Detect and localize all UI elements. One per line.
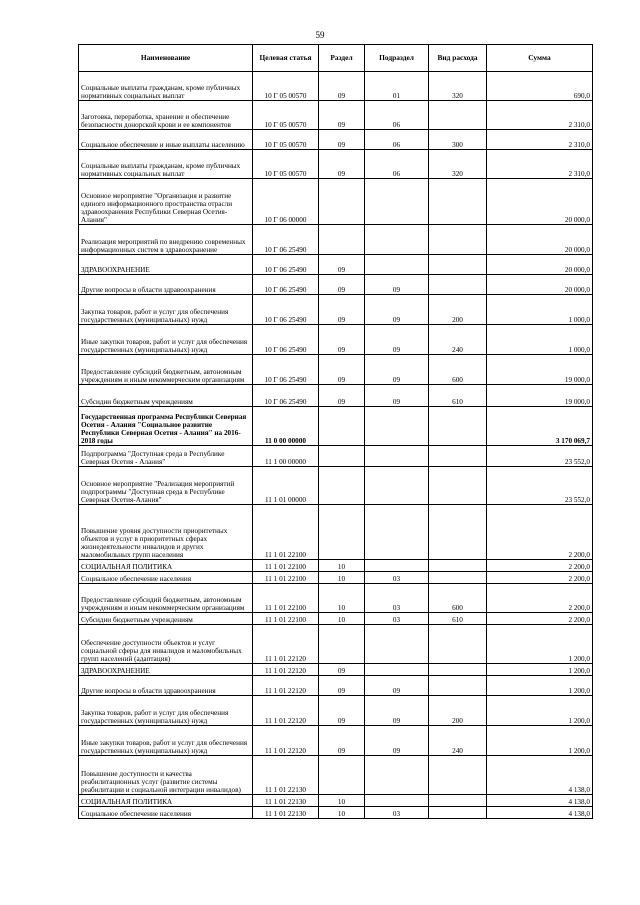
cell-expense [429, 179, 487, 225]
cell-section: 10 [319, 584, 365, 613]
cell-target: 11 1 01 22100 [253, 505, 319, 560]
table-row [79, 325, 593, 355]
cell-subsection: 03 [365, 572, 429, 584]
cell-name: Иные закупки товаров, работ и услуг для обеспечения государственных (муниципальных) нужд [79, 325, 253, 355]
cell-sum: 4 138,0 [487, 795, 593, 807]
cell-name: ЗДРАВООХРАНЕНИЕ [79, 255, 253, 275]
cell-sum: 2 200,0 [487, 572, 593, 584]
cell-section: 09 [319, 72, 365, 101]
cell-subsection [365, 467, 429, 505]
cell-target: 10 Г 05 00570 [253, 150, 319, 179]
table-row [79, 676, 593, 696]
cell-name: Повышение доступности и качества реабилитационных услуг (развитие системы реабилитации и социальной интеграции инвалидов) [79, 756, 253, 795]
cell-subsection: 09 [365, 325, 429, 355]
cell-target: 10 Г 06 25490 [253, 275, 319, 295]
cell-section: 09 [319, 385, 365, 407]
cell-expense [429, 407, 487, 446]
table-row [79, 726, 593, 756]
cell-subsection [365, 560, 429, 572]
cell-section: 09 [319, 295, 365, 325]
cell-name: Закупка товаров, работ и услуг для обеспечения государственных (муниципальных) нужд [79, 696, 253, 726]
cell-expense [429, 572, 487, 584]
header-section: Раздел [319, 45, 365, 72]
cell-name: Социальное обеспечение населения [79, 572, 253, 584]
table-row [79, 179, 593, 225]
cell-section [319, 505, 365, 560]
cell-expense [429, 505, 487, 560]
cell-section: 09 [319, 101, 365, 130]
cell-sum: 2 310,0 [487, 101, 593, 130]
cell-section: 10 [319, 560, 365, 572]
cell-name: Повышение уровня доступности приоритетных объектов и услуг в приоритетных сферах жизнедеятельности инвалидов и других маломобильных групп населения [79, 505, 253, 560]
cell-expense: 600 [429, 584, 487, 613]
cell-expense: 240 [429, 726, 487, 756]
cell-name: Предоставление субсидий бюджетным, автономным учреждениям и иным некоммерческим организациям [79, 355, 253, 385]
cell-sum: 23 552,0 [487, 467, 593, 505]
cell-expense [429, 664, 487, 676]
table-row [79, 150, 593, 179]
cell-subsection [365, 795, 429, 807]
cell-name: СОЦИАЛЬНАЯ ПОЛИТИКА [79, 560, 253, 572]
cell-subsection: 09 [365, 275, 429, 295]
table-row [79, 130, 593, 150]
cell-sum: 1 000,0 [487, 325, 593, 355]
cell-section [319, 407, 365, 446]
cell-expense [429, 795, 487, 807]
cell-target: 11 0 00 00000 [253, 407, 319, 446]
table-header-row [79, 45, 593, 72]
cell-sum: 23 552,0 [487, 446, 593, 467]
cell-target: 11 1 01 22130 [253, 795, 319, 807]
table-row [79, 295, 593, 325]
cell-sum: 19 000,0 [487, 385, 593, 407]
cell-target: 11 1 01 00000 [253, 467, 319, 505]
cell-sum: 20 000,0 [487, 255, 593, 275]
cell-expense [429, 255, 487, 275]
cell-subsection: 09 [365, 385, 429, 407]
cell-target: 11 1 01 22120 [253, 696, 319, 726]
table-row [79, 584, 593, 613]
cell-sum: 19 000,0 [487, 355, 593, 385]
page-number: 59 [315, 30, 325, 40]
cell-expense [429, 467, 487, 505]
table-row [79, 625, 593, 664]
cell-expense [429, 807, 487, 819]
header-subsection: Подраздел [365, 45, 429, 72]
cell-sum: 2 200,0 [487, 613, 593, 625]
cell-section: 09 [319, 664, 365, 676]
cell-name: Основное мероприятие "Реализация мероприятий подпрограммы "Доступная среда в Республике Северная Осетия-Алания" [79, 467, 253, 505]
cell-target: 11 1 01 22100 [253, 560, 319, 572]
cell-sum: 20 000,0 [487, 179, 593, 225]
cell-name: Иные закупки товаров, работ и услуг для обеспечения государственных (муниципальных) нужд [79, 726, 253, 756]
cell-section: 10 [319, 613, 365, 625]
cell-expense [429, 756, 487, 795]
cell-name: Основное мероприятие "Организация и развитие единого информационного пространства отрасли здравоохранения Республики Северная Осетия-Алания" [79, 179, 253, 225]
cell-sum: 1 200,0 [487, 676, 593, 696]
cell-expense: 610 [429, 385, 487, 407]
table-row [79, 613, 593, 625]
cell-target: 10 Г 06 25490 [253, 225, 319, 255]
cell-section: 10 [319, 795, 365, 807]
cell-subsection [365, 179, 429, 225]
budget-table [78, 44, 593, 819]
cell-section [319, 225, 365, 255]
cell-target: 11 1 01 22120 [253, 664, 319, 676]
cell-name: Обеспечение доступности объектов и услуг социальной сферы для инвалидов и маломобильных групп населений (адаптация) [79, 625, 253, 664]
cell-subsection [365, 664, 429, 676]
cell-name: Другие вопросы в области здравоохранения [79, 275, 253, 295]
cell-section: 09 [319, 355, 365, 385]
cell-subsection: 06 [365, 130, 429, 150]
header-expense: Вид расхода [429, 45, 487, 72]
cell-section [319, 179, 365, 225]
cell-subsection: 09 [365, 355, 429, 385]
table-row [79, 696, 593, 726]
cell-section: 09 [319, 130, 365, 150]
table-row [79, 101, 593, 130]
cell-sum: 20 000,0 [487, 275, 593, 295]
cell-subsection: 06 [365, 101, 429, 130]
cell-sum: 2 310,0 [487, 150, 593, 179]
cell-name: Заготовка, переработка, хранение и обеспечение безопасности донорской крови и ее компонентов [79, 101, 253, 130]
cell-section: 10 [319, 807, 365, 819]
cell-name: Подпрограмма "Доступная среда в Республике Северная Осетия - Алания" [79, 446, 253, 467]
cell-target: 11 1 01 22100 [253, 584, 319, 613]
cell-expense [429, 446, 487, 467]
cell-subsection: 01 [365, 72, 429, 101]
cell-target: 10 Г 06 25490 [253, 355, 319, 385]
cell-target: 10 Г 05 00570 [253, 130, 319, 150]
cell-name: Социальное обеспечение и иные выплаты населению [79, 130, 253, 150]
cell-subsection [365, 756, 429, 795]
cell-target: 10 Г 05 00570 [253, 72, 319, 101]
table-row [79, 275, 593, 295]
cell-target: 11 1 00 00000 [253, 446, 319, 467]
cell-name: Реализация мероприятий по внедрению современных информационных систем в здравоохранение [79, 225, 253, 255]
table-row [79, 664, 593, 676]
table-row [79, 560, 593, 572]
cell-expense: 320 [429, 150, 487, 179]
cell-target: 11 1 01 22130 [253, 807, 319, 819]
cell-subsection [365, 625, 429, 664]
cell-expense [429, 225, 487, 255]
cell-sum: 1 000,0 [487, 295, 593, 325]
cell-subsection: 09 [365, 726, 429, 756]
cell-section: 09 [319, 255, 365, 275]
cell-section: 09 [319, 150, 365, 179]
cell-section [319, 756, 365, 795]
cell-sum: 4 138,0 [487, 807, 593, 819]
cell-sum: 1 200,0 [487, 664, 593, 676]
table-row [79, 355, 593, 385]
cell-expense: 200 [429, 696, 487, 726]
cell-sum: 2 200,0 [487, 584, 593, 613]
cell-section [319, 625, 365, 664]
table-row [79, 795, 593, 807]
cell-section: 09 [319, 696, 365, 726]
cell-sum: 1 200,0 [487, 696, 593, 726]
cell-sum: 1 200,0 [487, 726, 593, 756]
cell-expense [429, 275, 487, 295]
cell-sum: 2 310,0 [487, 130, 593, 150]
cell-target: 11 1 01 22100 [253, 613, 319, 625]
cell-subsection [365, 446, 429, 467]
cell-name: Субсидии бюджетным учреждениям [79, 385, 253, 407]
cell-sum: 3 170 069,7 [487, 407, 593, 446]
table-row [79, 255, 593, 275]
cell-sum: 2 200,0 [487, 560, 593, 572]
cell-expense [429, 625, 487, 664]
cell-sum: 4 138,0 [487, 756, 593, 795]
table-row [79, 505, 593, 560]
table-row [79, 225, 593, 255]
cell-target: 11 1 01 22100 [253, 572, 319, 584]
cell-expense: 300 [429, 130, 487, 150]
cell-name: Социальное обеспечение населения [79, 807, 253, 819]
cell-target: 11 1 01 22120 [253, 625, 319, 664]
cell-expense [429, 560, 487, 572]
table-row [79, 385, 593, 407]
cell-subsection: 09 [365, 295, 429, 325]
cell-expense [429, 676, 487, 696]
cell-expense: 200 [429, 295, 487, 325]
cell-expense: 320 [429, 72, 487, 101]
cell-subsection: 03 [365, 613, 429, 625]
cell-section: 09 [319, 676, 365, 696]
table-row [79, 467, 593, 505]
cell-target: 10 Г 06 25490 [253, 255, 319, 275]
cell-subsection: 03 [365, 584, 429, 613]
cell-name: Социальные выплаты гражданам, кроме публичных нормативных социальных выплат [79, 72, 253, 101]
cell-section [319, 467, 365, 505]
table-row [79, 446, 593, 467]
cell-subsection: 09 [365, 676, 429, 696]
cell-subsection [365, 255, 429, 275]
cell-section: 09 [319, 325, 365, 355]
cell-sum: 1 200,0 [487, 625, 593, 664]
cell-target: 11 1 01 22120 [253, 676, 319, 696]
cell-target: 10 Г 06 25490 [253, 295, 319, 325]
table-row [79, 807, 593, 819]
cell-subsection: 06 [365, 150, 429, 179]
cell-sum: 20 000,0 [487, 225, 593, 255]
cell-subsection: 09 [365, 696, 429, 726]
cell-subsection [365, 407, 429, 446]
table-row [79, 407, 593, 446]
cell-target: 11 1 01 22120 [253, 726, 319, 756]
header-target: Целевая статья [253, 45, 319, 72]
cell-name: Социальные выплаты гражданам, кроме публичных нормативных социальных выплат [79, 150, 253, 179]
cell-target: 11 1 01 22130 [253, 756, 319, 795]
cell-name: Другие вопросы в области здравоохранения [79, 676, 253, 696]
cell-sum: 2 200,0 [487, 505, 593, 560]
cell-section: 09 [319, 726, 365, 756]
table-row [79, 72, 593, 101]
cell-section: 10 [319, 572, 365, 584]
cell-target: 10 Г 06 25490 [253, 325, 319, 355]
cell-subsection: 03 [365, 807, 429, 819]
cell-name: Субсидии бюджетным учреждениям [79, 613, 253, 625]
cell-target: 10 Г 06 25490 [253, 385, 319, 407]
cell-expense: 240 [429, 325, 487, 355]
header-name: Наименование [79, 45, 253, 72]
cell-target: 10 Г 06 00000 [253, 179, 319, 225]
table-row [79, 572, 593, 584]
cell-expense: 610 [429, 613, 487, 625]
cell-name: Закупка товаров, работ и услуг для обеспечения государственных (муниципальных) нужд [79, 295, 253, 325]
cell-name: ЗДРАВООХРАНЕНИЕ [79, 664, 253, 676]
cell-section: 09 [319, 275, 365, 295]
cell-subsection [365, 505, 429, 560]
header-sum: Сумма [487, 45, 593, 72]
cell-name: Государственная программа Республики Северная Осетия - Алания "Социальное развитие Республики Северная Осетия - Алания" на 2016-2018 годы [79, 407, 253, 446]
cell-expense: 600 [429, 355, 487, 385]
cell-expense [429, 101, 487, 130]
cell-target: 10 Г 05 00570 [253, 101, 319, 130]
table-row [79, 756, 593, 795]
cell-sum: 690,0 [487, 72, 593, 101]
cell-name: СОЦИАЛЬНАЯ ПОЛИТИКА [79, 795, 253, 807]
cell-name: Предоставление субсидий бюджетным, автономным учреждениям и иным некоммерческим организациям [79, 584, 253, 613]
cell-section [319, 446, 365, 467]
cell-subsection [365, 225, 429, 255]
